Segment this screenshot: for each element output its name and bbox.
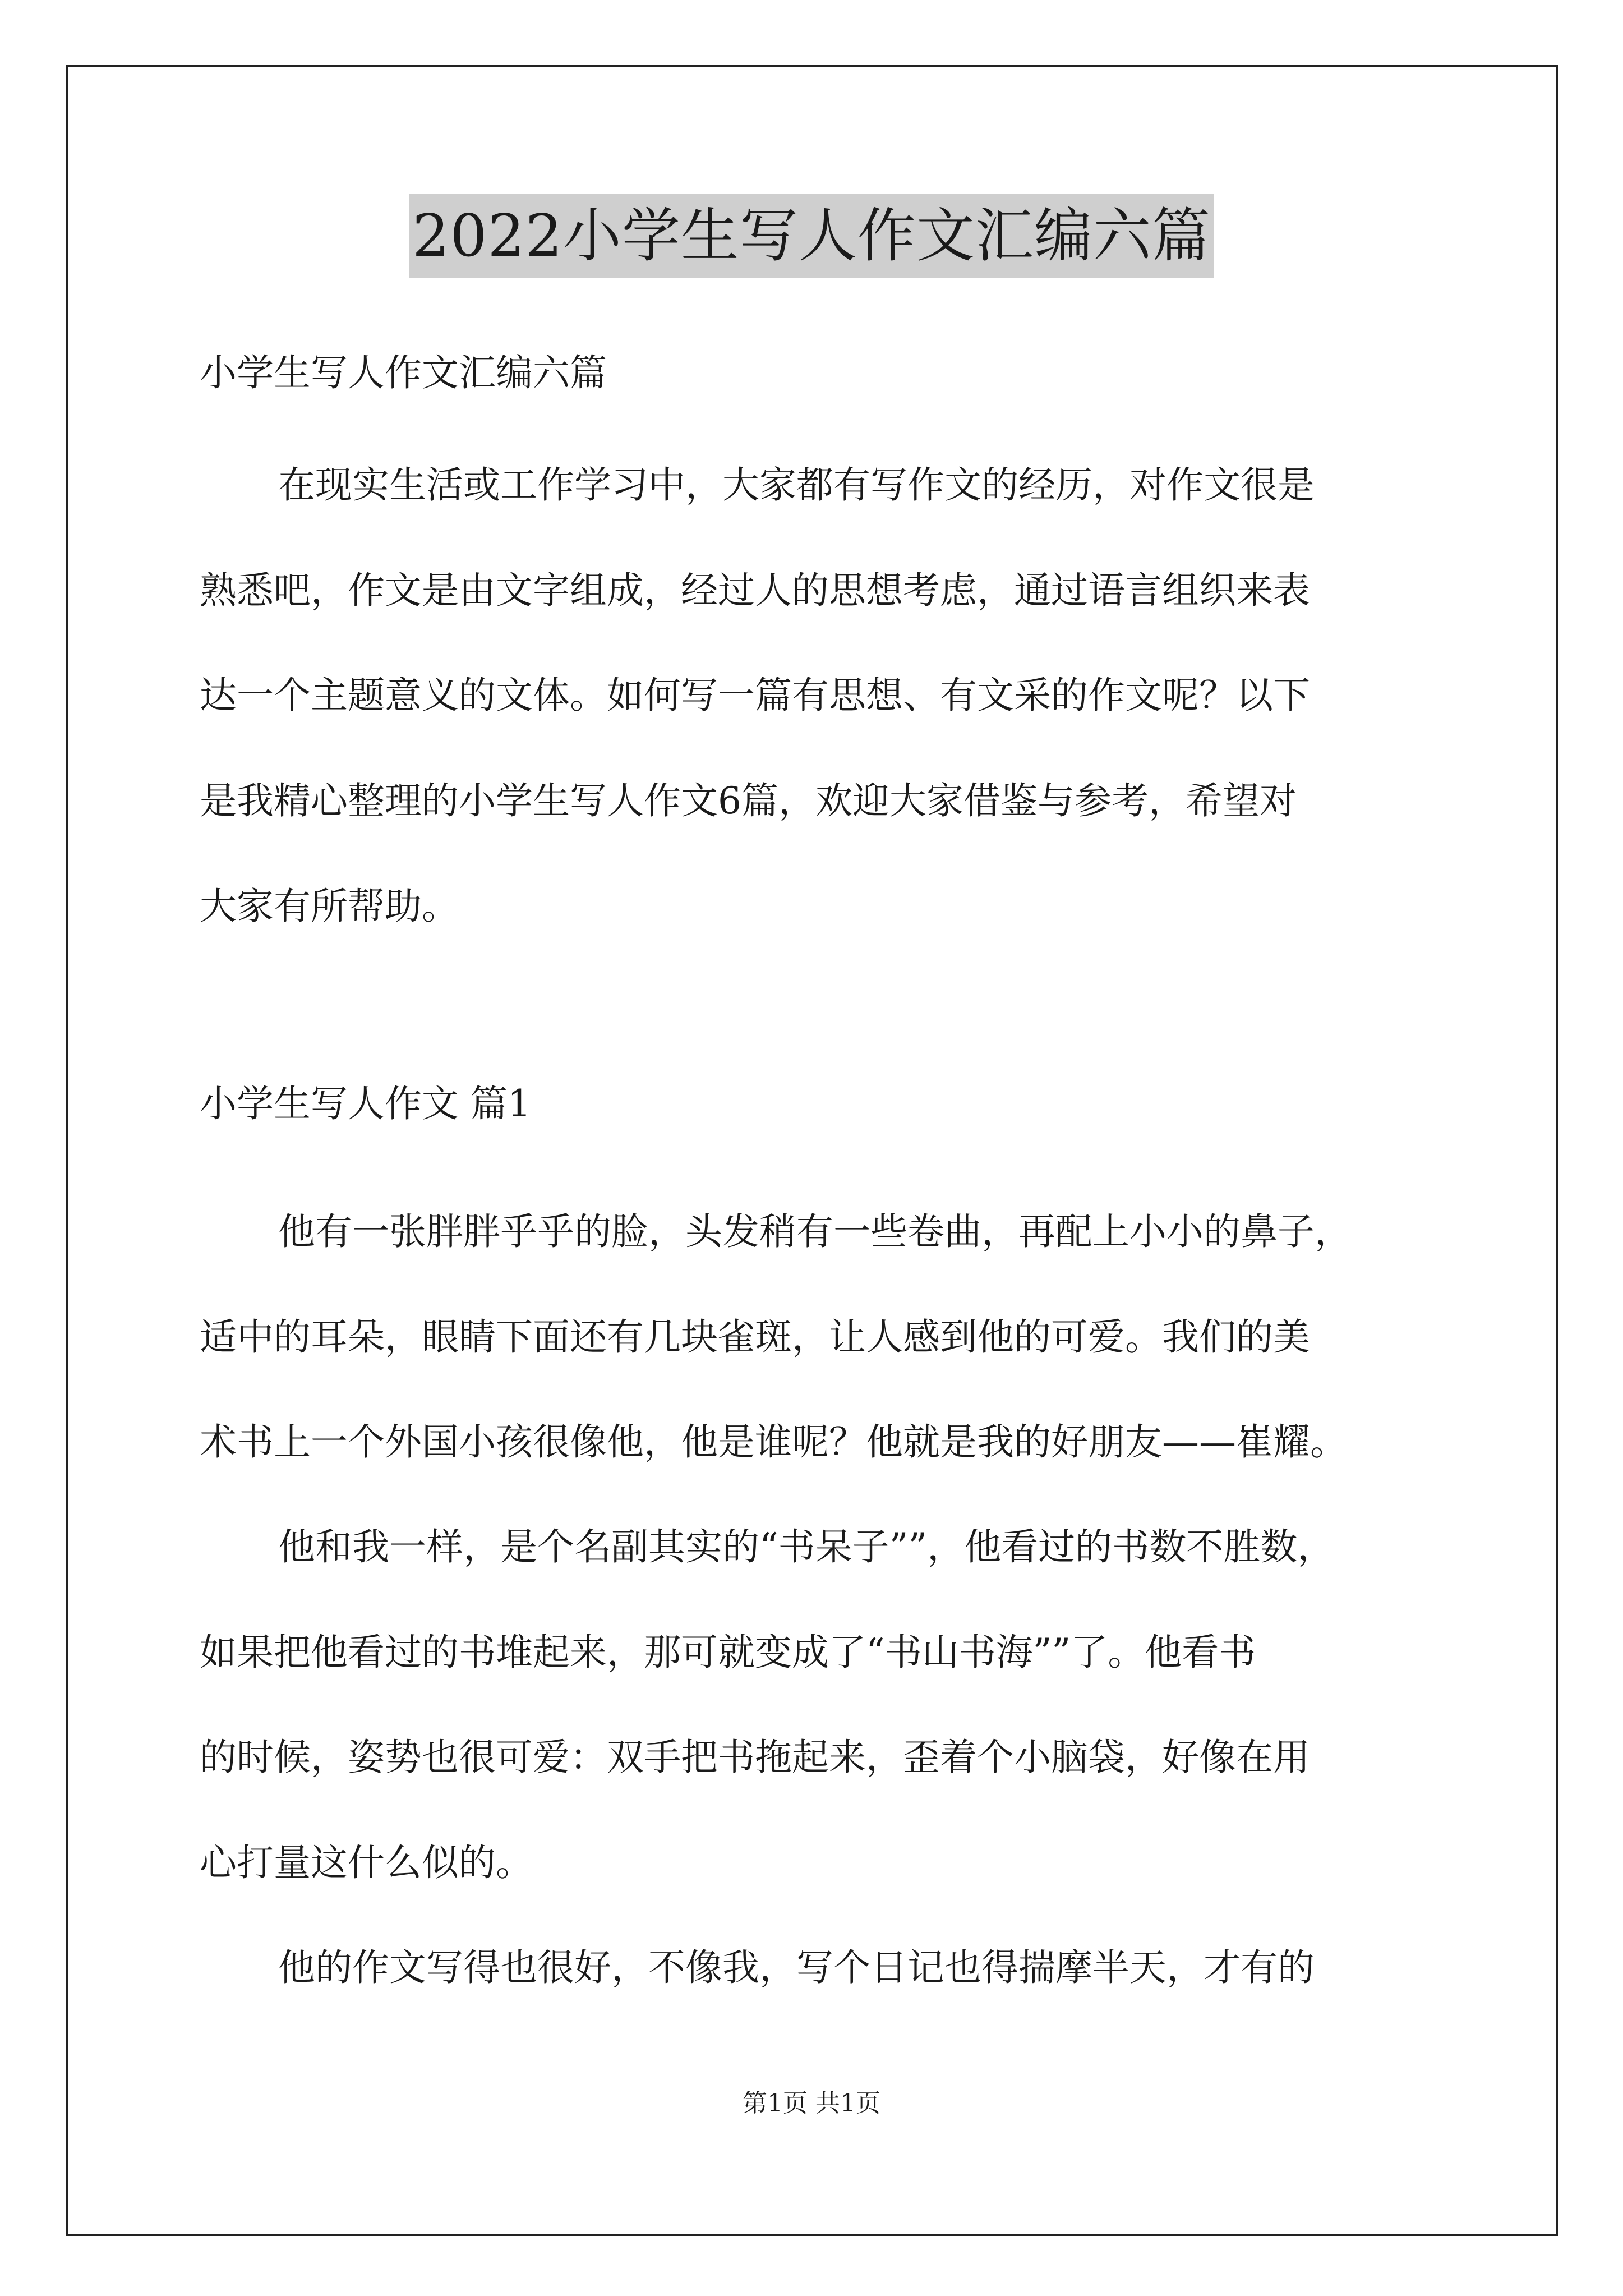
document-title: 2022小学生写人作文汇编六篇: [409, 194, 1214, 278]
paragraph-line: 的时候，姿势也很可爱：双手把书拖起来，歪着个小脑袋，好像在用: [200, 1736, 1310, 1779]
paragraph-line: 术书上一个外国小孩很像他，他是谁呢？他就是我的好朋友——崔耀。: [200, 1420, 1347, 1464]
intro-line: 熟悉吧，作文是由文字组成，经过人的思想考虑，通过语言组织来表: [200, 569, 1310, 612]
intro-line: 在现实生活或工作学习中，大家都有写作文的经历，对作文很是: [278, 463, 1315, 507]
paragraph-line: 如果把他看过的书堆起来，那可就变成了“书山书海””了。他看书: [200, 1631, 1256, 1674]
intro-line: 是我精心整理的小学生写人作文6篇，欢迎大家借鉴与参考，希望对: [200, 779, 1297, 822]
page-footer: 第1页 共1页: [743, 2089, 880, 2118]
title-container: [0, 194, 1623, 278]
paragraph-line: 他有一张胖胖乎乎的脸，头发稍有一些卷曲，再配上小小的鼻子，: [278, 1210, 1352, 1253]
intro-line: 达一个主题意义的文体。如何写一篇有思想、有文采的作文呢？以下: [200, 674, 1310, 717]
paragraph-line: 他的作文写得也很好，不像我，写个日记也得揣摩半天，才有的: [278, 1946, 1315, 1989]
paragraph-line: 他和我一样，是个名副其实的“书呆子””，他看过的书数不胜数，: [278, 1525, 1335, 1568]
section-heading: 小学生写人作文 篇1: [200, 1082, 531, 1125]
intro-line: 大家有所帮助。: [200, 885, 459, 928]
paragraph-line: 心打量这什么似的。: [200, 1841, 533, 1884]
subtitle: 小学生写人作文汇编六篇: [200, 351, 607, 394]
paragraph-line: 适中的耳朵，眼睛下面还有几块雀斑，让人感到他的可爱。我们的美: [200, 1315, 1310, 1359]
